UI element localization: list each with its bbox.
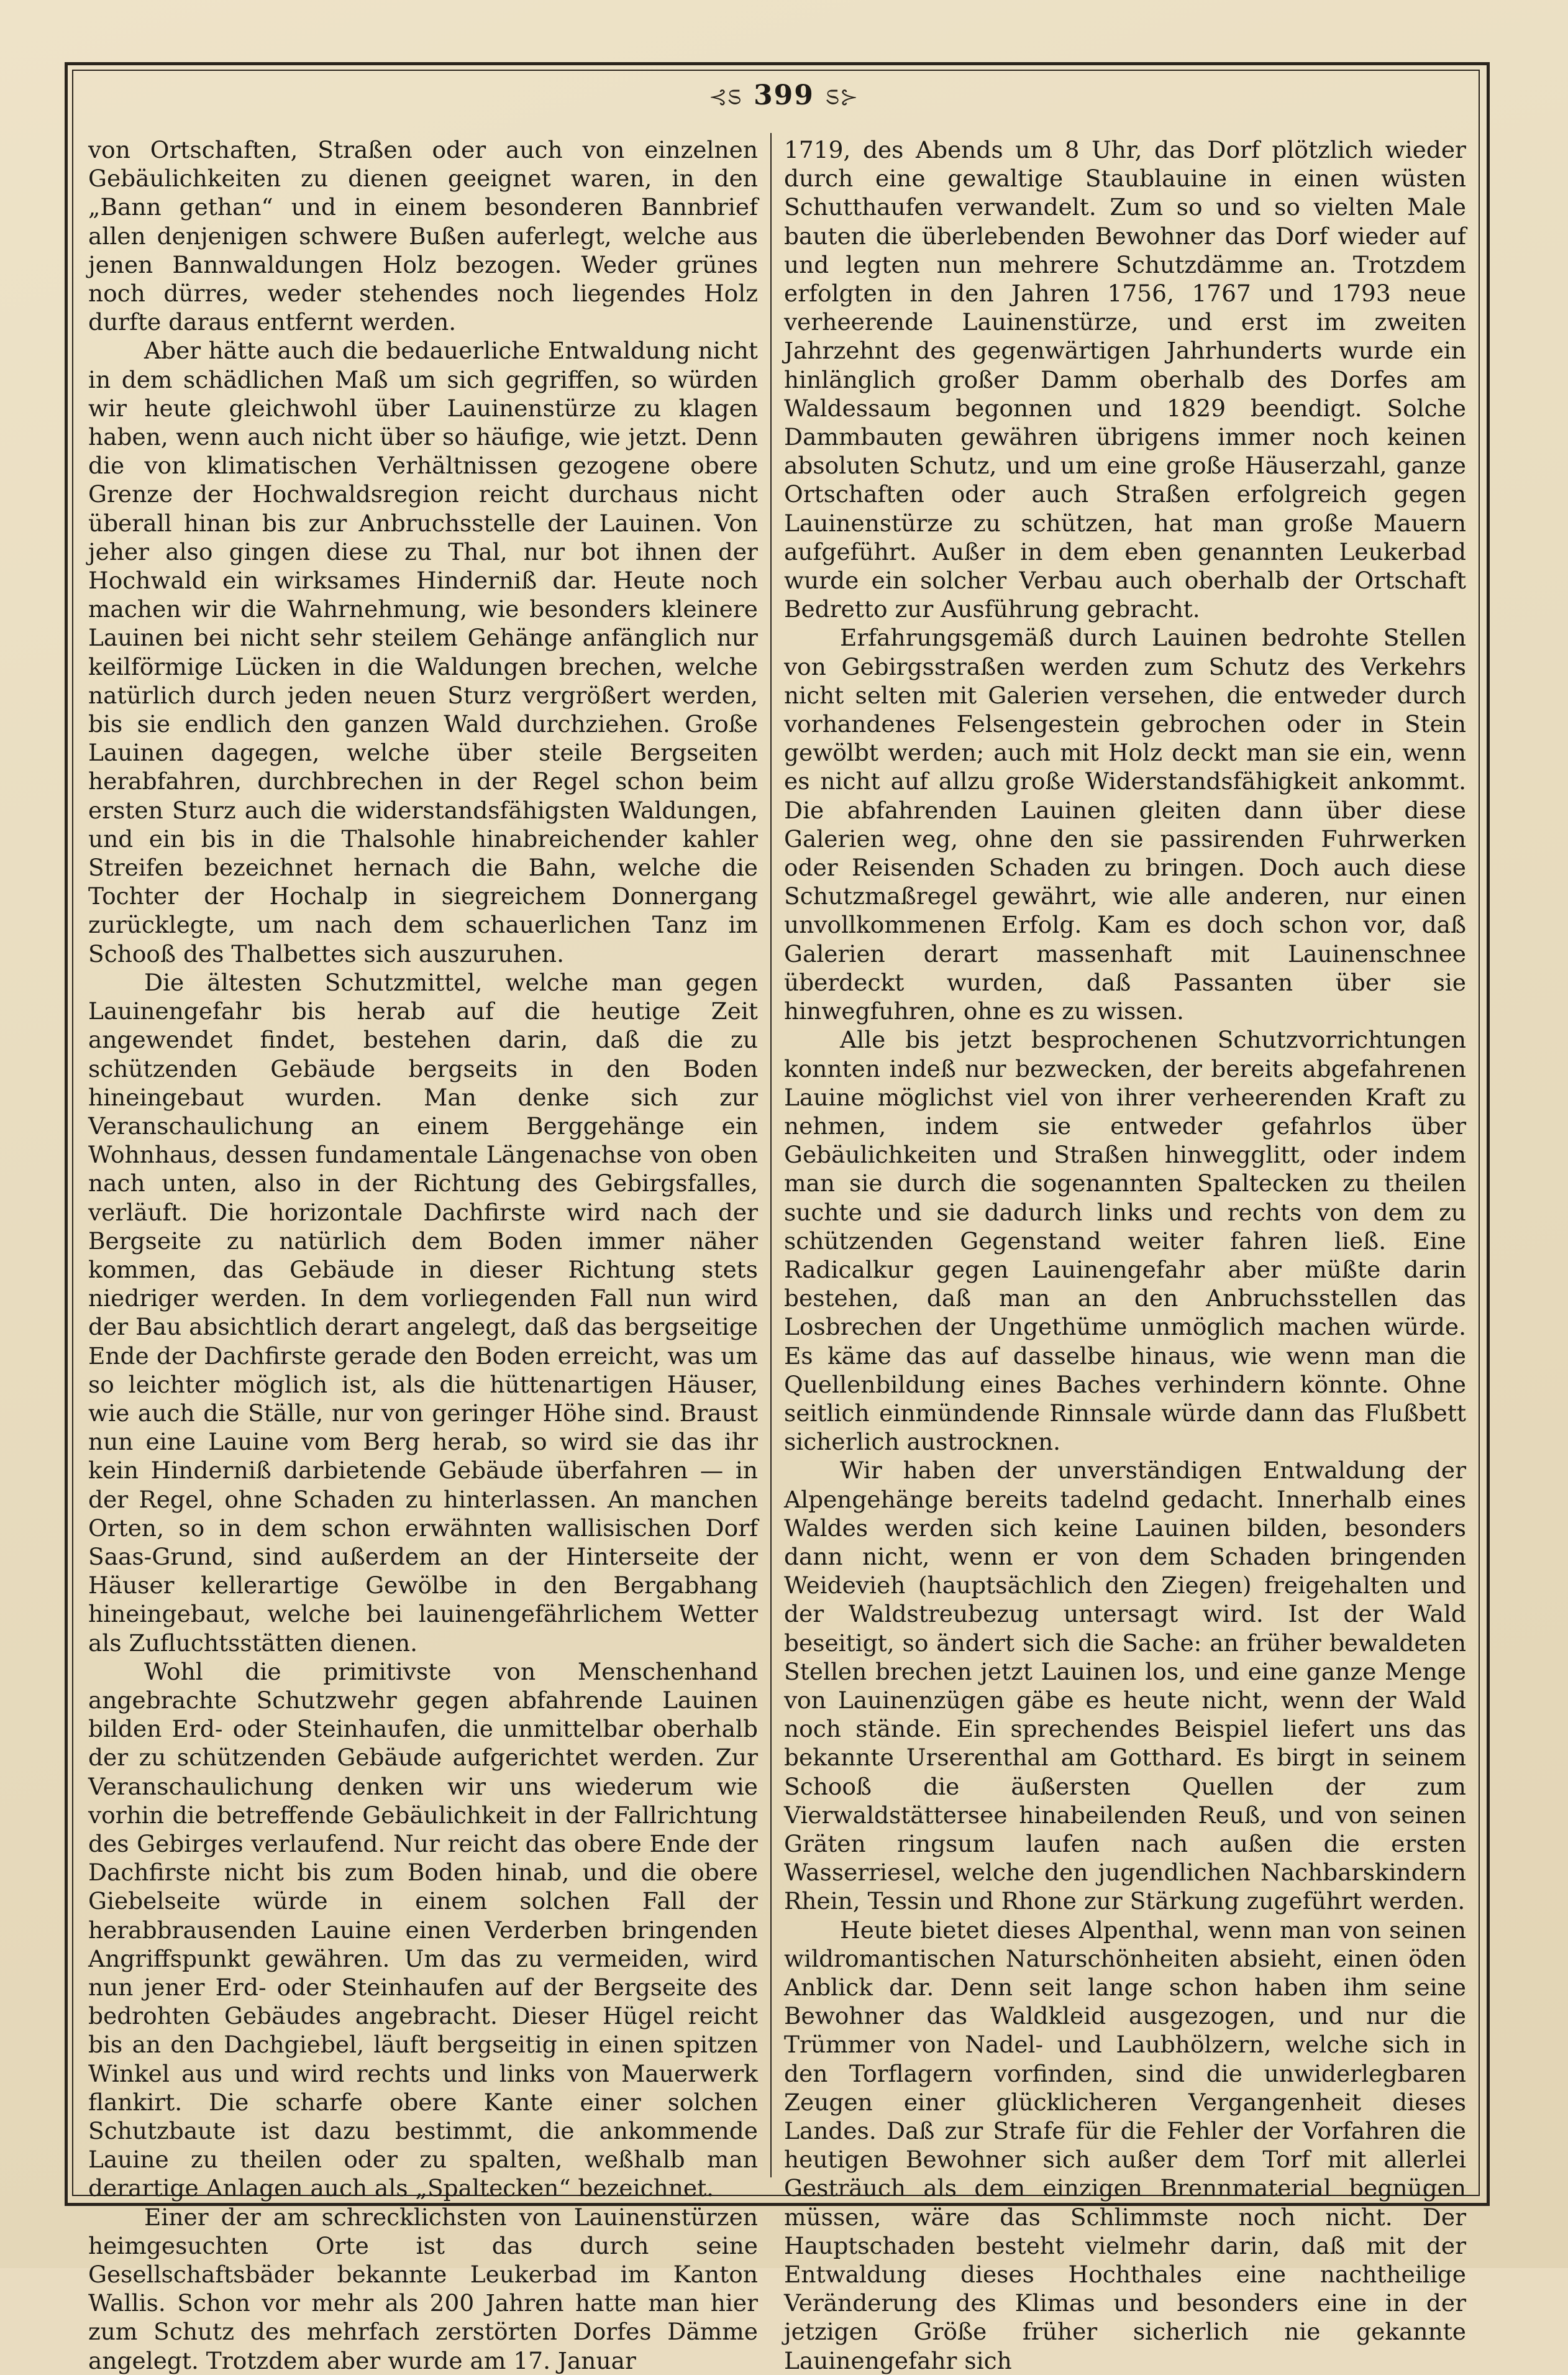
- paragraph: Einer der am schrecklichsten von Lauinenstürzen heimgesuchten Orte ist das durch seine Gesellschaftsbäder bekannte Leukerbad im Kanton Wallis. Schon vor mehr als 200 Jahren hatte man hier zum Schutz des mehrfach zerstörten Dorfes Dämme angelegt. Trotzdem aber wurde am 17. Januar: [88, 2203, 758, 2374]
- paragraph: von Ortschaften, Straßen oder auch von einzelnen Gebäulichkeiten zu dienen geeignet waren, in den „Bann gethan“ und in einem besonderen Bannbrief allen denjenigen schwere Bußen auferlegt, welche aus jenen Bannwaldungen Holz bezogen. Weder grünes noch dürres, weder stehendes noch liegendes Holz durfte daraus entfernt werden.: [88, 136, 758, 336]
- column-divider: [770, 133, 772, 2177]
- page-number: 399: [754, 80, 814, 111]
- page-header: [0, 80, 1568, 111]
- paragraph: Wir haben der unverständigen Entwaldung der Alpengehänge bereits tadelnd gedacht. Innerhalb eines Waldes werden sich keine Lauinen bilden, besonders dann nicht, wenn er von dem Schaden bringenden Weidevieh (hauptsächlich den Ziegen) freigehalten und der Waldstreubezug untersagt wird. Ist der Wald beseitigt, so ändert sich die Sache: an früher bewaldeten Stellen brechen jetzt Lauinen los, und eine ganze Menge von Lauinenzügen gäbe es heute nicht, wenn der Wald noch stände. Ein sprechendes Beispiel liefert uns das bekannte Urserenthal am Gotthard. Es birgt in seinem Schooß die äußersten Quellen der zum Vierwaldstättersee hinabeilenden Reuß, und von seinen Gräten ringsum laufen nach außen die ersten Wasserriesel, welche den jugendlichen Nachbarskindern Rhein, Tessin und Rhone zur Stärkung zugeführt werden.: [784, 1457, 1466, 1915]
- ornament-left-icon: ⊰ಽ: [709, 80, 743, 111]
- ornament-right-icon: ಽ⊱: [825, 80, 859, 111]
- paragraph: Erfahrungsgemäß durch Lauinen bedrohte Stellen von Gebirgsstraßen werden zum Schutz des Verkehrs nicht selten mit Galerien versehen, die entweder durch vorhandenes Felsengestein gebrochen oder in Stein gewölbt werden; auch mit Holz deckt man sie ein, wenn es nicht auf allzu große Widerstandsfähigkeit ankommt. Die abfahrenden Lauinen gleiten dann über diese Galerien weg, ohne den sie passirenden Fuhrwerken oder Reisenden Schaden zu bringen. Doch auch diese Schutzmaßregel gewährt, wie alle anderen, nur einen unvollkommenen Erfolg. Kam es doch schon vor, daß Galerien derart massenhaft mit Lauinenschnee überdeckt wurden, daß Passanten über sie hinwegfuhren, ohne es zu wissen.: [784, 624, 1466, 1025]
- paragraph: Die ältesten Schutzmittel, welche man gegen Lauinengefahr bis herab auf die heutige Zeit angewendet findet, bestehen darin, daß die zu schützenden Gebäude bergseits in den Boden hineingebaut wurden. Man denke sich zur Veranschaulichung an einem Berggehänge ein Wohnhaus, dessen fundamentale Längenachse von oben nach unten, also in der Richtung des Gebirgsfalles, verläuft. Die horizontale Dachfirste wird nach der Bergseite zu natürlich dem Boden immer näher kommen, das Gebäude in dieser Richtung stets niedriger werden. In dem vorliegenden Fall nun wird der Bau absichtlich derart angelegt, daß das bergseitige Ende der Dachfirste gerade den Boden erreicht, was um so leichter möglich ist, als die hüttenartigen Häuser, wie auch die Ställe, nur von geringer Höhe sind. Braust nun eine Lauine vom Berg herab, so wird sie das ihr kein Hinderniß darbietende Gebäude überfahren — in der Regel, ohne Schaden zu hinterlassen. An manchen Orten, so in dem schon erwähnten wallisischen Dorf Saas-Grund, sind außerdem an der Hinterseite der Häuser kellerartige Gewölbe in den Bergabhang hineingebaut, welche bei lauinengefährlichem Wetter als Zufluchtsstätten dienen.: [88, 968, 758, 1657]
- right-column: [784, 135, 1466, 2374]
- paragraph: Heute bietet dieses Alpenthal, wenn man von seinen wildromantischen Naturschönheiten absieht, einen öden Anblick dar. Denn seit lange schon haben ihm seine Bewohner das Waldkleid ausgezogen, und nur die Trümmer von Nadel- und Laubhölzern, welche sich in den Torflagern vorfinden, sind die unwiderlegbaren Zeugen einer glücklicheren Vergangenheit dieses Landes. Daß zur Strafe für die Fehler der Vorfahren die heutigen Bewohner sich außer dem Torf mit allerlei Gesträuch als dem einzigen Brennmaterial begnügen müssen, wäre das Schlimmste noch nicht. Der Hauptschaden besteht vielmehr darin, daß mit der Entwaldung dieses Hochthales eine nachtheilige Veränderung des Klimas und besonders eine in der jetzigen Größe früher sicherlich nie gekannte Lauinengefahr sich: [784, 1916, 1466, 2374]
- paragraph: Alle bis jetzt besprochenen Schutzvorrichtungen konnten indeß nur bezwecken, der bereits abgefahrenen Lauine möglichst viel von ihrer verheerenden Kraft zu nehmen, indem sie entweder gefahrlos über Gebäulichkeiten und Straßen hinwegglitt, oder indem man sie durch die sogenannten Spaltecken zu theilen suchte und sie dadurch links und rechts von dem zu schützenden Gegenstand weiter fahren ließ. Eine Radicalkur gegen Lauinengefahr aber müßte darin bestehen, daß man an den Anbruchsstellen das Losbrechen der Ungethüme unmöglich machen würde. Es käme das auf dasselbe hinaus, wie wenn man die Quellenbildung eines Baches verhindern könnte. Ohne seitlich einmündende Rinnsale würde dann das Flußbett sicherlich austrocknen.: [784, 1026, 1466, 1456]
- paragraph: Aber hätte auch die bedauerliche Entwaldung nicht in dem schädlichen Maß um sich gegriffen, so würden wir heute gleichwohl über Lauinenstürze zu klagen haben, wenn auch nicht über so häufige, wie jetzt. Denn die von klimatischen Verhältnissen gezogene obere Grenze der Hochwaldsregion reicht durchaus nicht überall hinan bis zur Anbruchsstelle der Lauinen. Von jeher also gingen diese zu Thal, nur bot ihnen der Hochwald ein wirksames Hinderniß dar. Heute noch machen wir die Wahrnehmung, wie besonders kleinere Lauinen bei nicht sehr steilem Gehänge anfänglich nur keilförmige Lücken in die Waldungen brechen, welche natürlich durch jeden neuen Sturz vergrößert werden, bis sie endlich den ganzen Wald durchziehen. Große Lauinen dagegen, welche über steile Bergseiten herabfahren, durchbrechen in der Regel schon beim ersten Sturz auch die widerstandsfähigsten Waldungen, und ein bis in die Thalsohle hinabreichender kahler Streifen bezeichnet hernach die Bahn, welche die Tochter der Hochalp in siegreichem Donnergang zurücklegte, um nach dem schauerlichen Tanz im Schooß des Thalbettes sich auszuruhen.: [88, 337, 758, 968]
- left-column: [88, 135, 758, 2374]
- paragraph: Wohl die primitivste von Menschenhand angebrachte Schutzwehr gegen abfahrende Lauinen bilden Erd- oder Steinhaufen, die unmittelbar oberhalb der zu schützenden Gebäude aufgerichtet werden. Zur Veranschaulichung denken wir uns wiederum wie vorhin die betreffende Gebäulichkeit in der Fallrichtung des Gebirges verlaufend. Nur reicht das obere Ende der Dachfirste nicht bis zum Boden hinab, und die obere Giebelseite würde in einem solchen Fall der herabbrausenden Lauine einen Verderben bringenden Angriffspunkt gewähren. Um das zu vermeiden, wird nun jener Erd- oder Steinhaufen auf der Bergseite des bedrohten Gebäudes angebracht. Dieser Hügel reicht bis an den Dachgiebel, läuft bergseitig in einen spitzen Winkel aus und wird rechts und links von Mauerwerk flankirt. Die scharfe obere Kante einer solchen Schutzbaute ist dazu bestimmt, die ankommende Lauine zu theilen oder zu spalten, weßhalb man derartige Anlagen auch als „Spaltecken“ bezeichnet.: [88, 1657, 758, 2202]
- paragraph: 1719, des Abends um 8 Uhr, das Dorf plötzlich wieder durch eine gewaltige Staublauine in einen wüsten Schutthaufen verwandelt. Zum so und so vielten Male bauten die überlebenden Bewohner das Dorf wieder auf und legten nun mehrere Schutzdämme an. Trotzdem erfolgten in den Jahren 1756, 1767 und 1793 neue verheerende Lauinenstürze, und erst im zweiten Jahrzehnt des gegenwärtigen Jahrhunderts wurde ein hinlänglich großer Damm oberhalb des Dorfes am Waldessaum begonnen und 1829 beendigt. Solche Dammbauten gewähren übrigens immer noch keinen absoluten Schutz, und um eine große Häuserzahl, ganze Ortschaften oder auch Straßen erfolgreich gegen Lauinenstürze zu schützen, hat man große Mauern aufgeführt. Außer in dem eben genannten Leukerbad wurde ein solcher Verbau auch oberhalb der Ortschaft Bedretto zur Ausführung gebracht.: [784, 136, 1466, 623]
